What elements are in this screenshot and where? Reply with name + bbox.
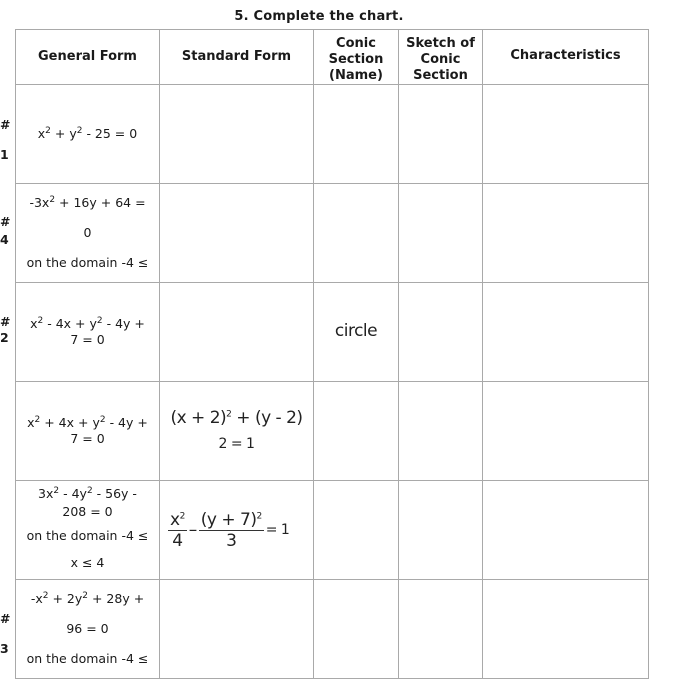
row-label-num-6: 3 <box>0 641 9 656</box>
conic-name-cell-1 <box>314 85 399 184</box>
characteristics-cell-2 <box>483 184 649 283</box>
row-label-hash-6: # <box>0 611 11 626</box>
characteristics-cell-6 <box>483 580 649 679</box>
row-label-hash-2: # <box>0 214 11 229</box>
standard-form-cell-6 <box>160 580 314 679</box>
sketch-cell-2 <box>399 184 483 283</box>
row-label-hash-1: # <box>0 117 11 132</box>
header-conic-section <box>314 30 399 85</box>
sketch-cell-4 <box>399 382 483 481</box>
header-conic-line1: Conic <box>336 36 376 51</box>
general-form-cell-1: $x^2 + y^2 - 25 = 0$ <box>16 85 160 184</box>
table-row <box>16 580 649 679</box>
fraction-x-squared-over-4: $\frac{x^2}{4}$ <box>170 509 185 551</box>
row-label-num-3: 2 <box>0 330 9 345</box>
sketch-cell-5 <box>399 481 483 580</box>
characteristics-cell-1 <box>483 85 649 184</box>
general-form-cell-4: $x^2 + 4x + y^2 - 4y$ + 7 = 0 <box>16 382 160 481</box>
header-sketch-line1: Sketch of <box>406 36 475 51</box>
header-conic-line2: Section <box>328 52 384 67</box>
header-general-form: General Form <box>16 30 160 85</box>
fraction-y-plus-7-squared-over-3: $\frac{(y + 7)^2}{3}$ <box>200 509 262 551</box>
conic-name-cell-5 <box>314 481 399 580</box>
sketch-cell-3 <box>399 283 483 382</box>
conic-name-cell-6 <box>314 580 399 679</box>
characteristics-cell-3 <box>483 283 649 382</box>
row-label-num-2: 4 <box>0 232 9 247</box>
conic-name-circle: circle <box>334 321 378 341</box>
standard-form-cell-4: $(x + 2)^2 + (y - 2)$ 2 = 1 <box>160 382 314 481</box>
header-characteristics: Characteristics <box>483 30 649 85</box>
conic-name-cell-3 <box>314 283 399 382</box>
header-standard-form: Standard Form <box>160 30 314 85</box>
header-conic-line3: (Name) <box>329 68 383 83</box>
characteristics-cell-4 <box>483 382 649 481</box>
table-row <box>16 85 649 184</box>
characteristics-cell-5 <box>483 481 649 580</box>
header-sketch-line2: Conic <box>420 52 461 67</box>
header-sketch <box>399 30 483 85</box>
sketch-cell-1 <box>399 85 483 184</box>
table-row <box>16 184 649 283</box>
general-form-cell-2: $-3x^2 + 16y + 64$ = 0 on the domain -4 ≤ <box>16 184 160 283</box>
conic-name-cell-2 <box>314 184 399 283</box>
standard-form-cell-5: $\frac{x^2}{4}$ – $\frac{(y + 7)^2}{3}$ = 1 <box>160 481 314 580</box>
table-row <box>16 481 649 580</box>
general-form-cell-3: $x^2 - 4x + y^2 - 4y$ + 7 = 0 <box>16 283 160 382</box>
conic-chart-table <box>15 29 649 679</box>
standard-form-cell-1 <box>160 85 314 184</box>
header-row <box>16 30 649 85</box>
standard-form-cell-3 <box>160 283 314 382</box>
row-label-hash-3: # <box>0 314 11 329</box>
general-form-cell-6: $-x^2 + 2y^2 + 28y$ + 96 = 0 on the domain -4 ≤ <box>16 580 160 679</box>
table-row <box>16 382 649 481</box>
table-row <box>16 283 649 382</box>
standard-form-cell-2 <box>160 184 314 283</box>
row-label-num-1: 1 <box>0 147 9 162</box>
conic-name-cell-4 <box>314 382 399 481</box>
general-form-cell-5: $3x^2 - 4y^2 - 56y$ - 208 = 0 on the domain -4 ≤ x ≤ 4 <box>16 481 160 580</box>
header-sketch-line3: Section <box>413 68 468 83</box>
chart-title: 5. Complete the chart. <box>234 9 404 24</box>
sketch-cell-6 <box>399 580 483 679</box>
